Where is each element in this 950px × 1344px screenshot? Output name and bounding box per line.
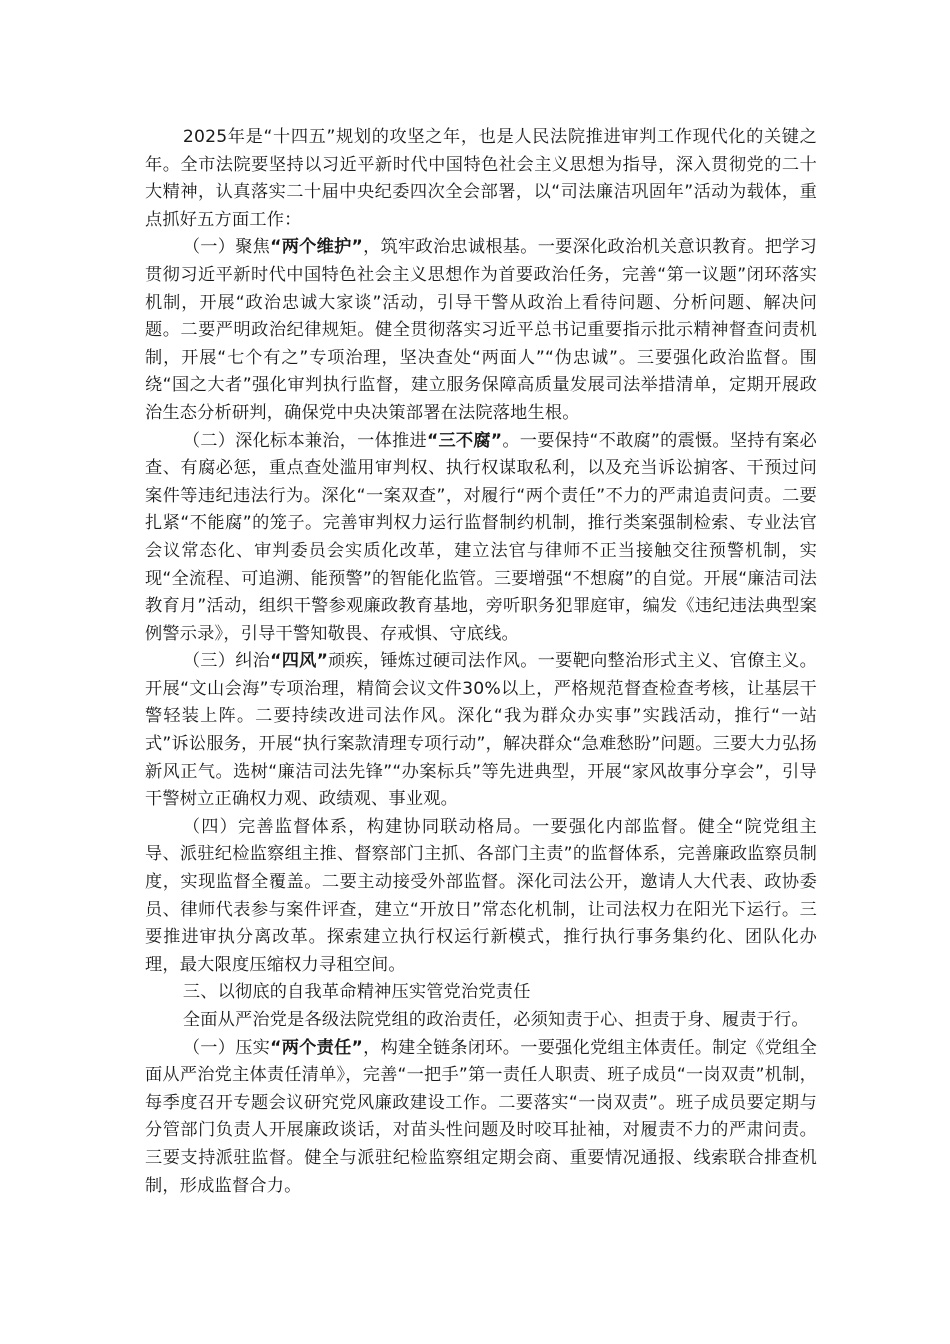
intro-paragraph: 2025年是“十四五”规划的攻坚之年，也是人民法院推进审判工作现代化的关键之年。全市法院要坚持以习近平新时代中国特色社会主义思想为指导，深入贯彻党的二十大精神，认真落实二十届中央纪委四次全会部署，以“司法廉洁巩固年”活动为载体，重点抓好五方面工作：: [145, 127, 817, 230]
paragraph-lead: （三）纠治: [182, 651, 271, 672]
bold-phrase: “两个维护”: [270, 237, 364, 258]
section-intro-paragraph: 全面从严治党是各级法院党组的政治责任，必须知责于心、担责于身、履责于行。: [182, 1010, 809, 1030]
bold-phrase: “三不腐”: [426, 430, 503, 451]
section-heading: 三、以彻底的自我革命精神压实管党治党责任: [182, 982, 531, 1003]
paragraph-body: 顽疾，锤炼过硬司法作风。一要靶向整治形式主义、官僚主义。开展“文山会海”专项治理，精简会议文件30%以上，严格规范督查检查考核，让基层干警轻装上阵。二要持续改进司法作风。深化“我为群众办实事”实践活动，推行“一站式”诉讼服务，开展“执行案款清理专项行动”，解决群众“急难愁盼”问题。三要大力弘扬新风正气。选树“廉洁司法先锋”“办案标兵”等先进典型，开展“家风故事分享会”，引导干警树立正确权力观、政绩观、事业观。: [145, 651, 817, 810]
paragraph-supervision-system: （四）完善监督体系，构建协同联动格局。一要强化内部监督。健全“院党组主导、派驻纪检监察组主推、督察部门主抓、各部门主责”的监督体系，完善廉政监察员制度，实现监督全覆盖。二要主动接受外部监督。深化司法公开，邀请人大代表、政协委员、律师代表参与案件评查，建立“开放日”常态化机制，让司法权力在阳光下运行。三要推进审执分离改革。探索建立执行权运行新模式，推行执行事务集约化、团队化办理，最大限度压缩权力寻租空间。: [145, 816, 817, 975]
paragraph-lead: （一）聚焦: [182, 237, 271, 258]
paragraph-body: ，筑牢政治忠诚根基。一要深化政治机关意识教育。把学习贯彻习近平新时代中国特色社会主义思想作为首要政治任务，完善“第一议题”闭环落实机制，开展“政治忠诚大家谈”活动，引导干警从政治上看待问题、分析问题、解决问题。二要严明政治纪律规矩。健全贯彻落实习近平总书记重要指示批示精神督查问责机制，开展“七个有之”专项治理，坚决查处“两面人”“伪忠诚”。三要强化政治监督。围绕“国之大者”强化审判执行监督，建立服务保障高质量发展司法举措清单，定期开展政治生态分析研判，确保党中央决策部署在法院落地生根。: [145, 237, 817, 423]
paragraph-two-responsibilities: [145, 1035, 817, 1201]
paragraph-body: 。一要保持“不敢腐”的震慑。坚持有案必查、有腐必惩，重点查处滥用审判权、执行权谋取私利，以及充当诉讼掮客、干预过问案件等违纪违法行为。深化“一案双查”，对履行“两个责任”不力的严肃追责问责。二要扎紧“不能腐”的笼子。完善审判权力运行监督制约机制，推行类案强制检索、专业法官会议常态化、审判委员会实质化改革，建立法官与律师不正当接触交往预警机制，实现“全流程、可追溯、能预警”的智能化监管。三要增强“不想腐”的自觉。开展“廉洁司法教育月”活动，组织干警参观廉政教育基地，旁听职务犯罪庭审，编发《违纪违法典型案例警示录》，引导干警知敬畏、存戒惧、守底线。: [145, 430, 818, 644]
paragraph-three-no-corruption: [145, 428, 817, 649]
bold-phrase: “两个责任”: [270, 1037, 364, 1058]
paragraph-lead: （二）深化标本兼治，一体推进: [182, 430, 427, 451]
paragraph-lead: （一）压实: [182, 1037, 271, 1058]
paragraph-body: ，构建全链条闭环。一要强化党组主体责任。制定《党组全面从严治党主体责任清单》，完善“一把手”第一责任人职责、班子成员“一岗双责”机制，每季度召开专题会议研究党风廉政建设工作。二要落实“一岗双责”。班子成员要定期与分管部门负责人开展廉政谈话，对苗头性问题及时咬耳扯袖，对履责不力的严肃问责。三要支持派驻监督。健全与派驻纪检监察组定期会商、重要情况通报、线索联合排查机制，形成监督合力。: [145, 1037, 817, 1196]
paragraph-political-loyalty: [145, 234, 817, 427]
bold-phrase: “四风”: [270, 651, 329, 672]
paragraph-four-winds: [145, 648, 817, 814]
document-page: [145, 124, 817, 1200]
